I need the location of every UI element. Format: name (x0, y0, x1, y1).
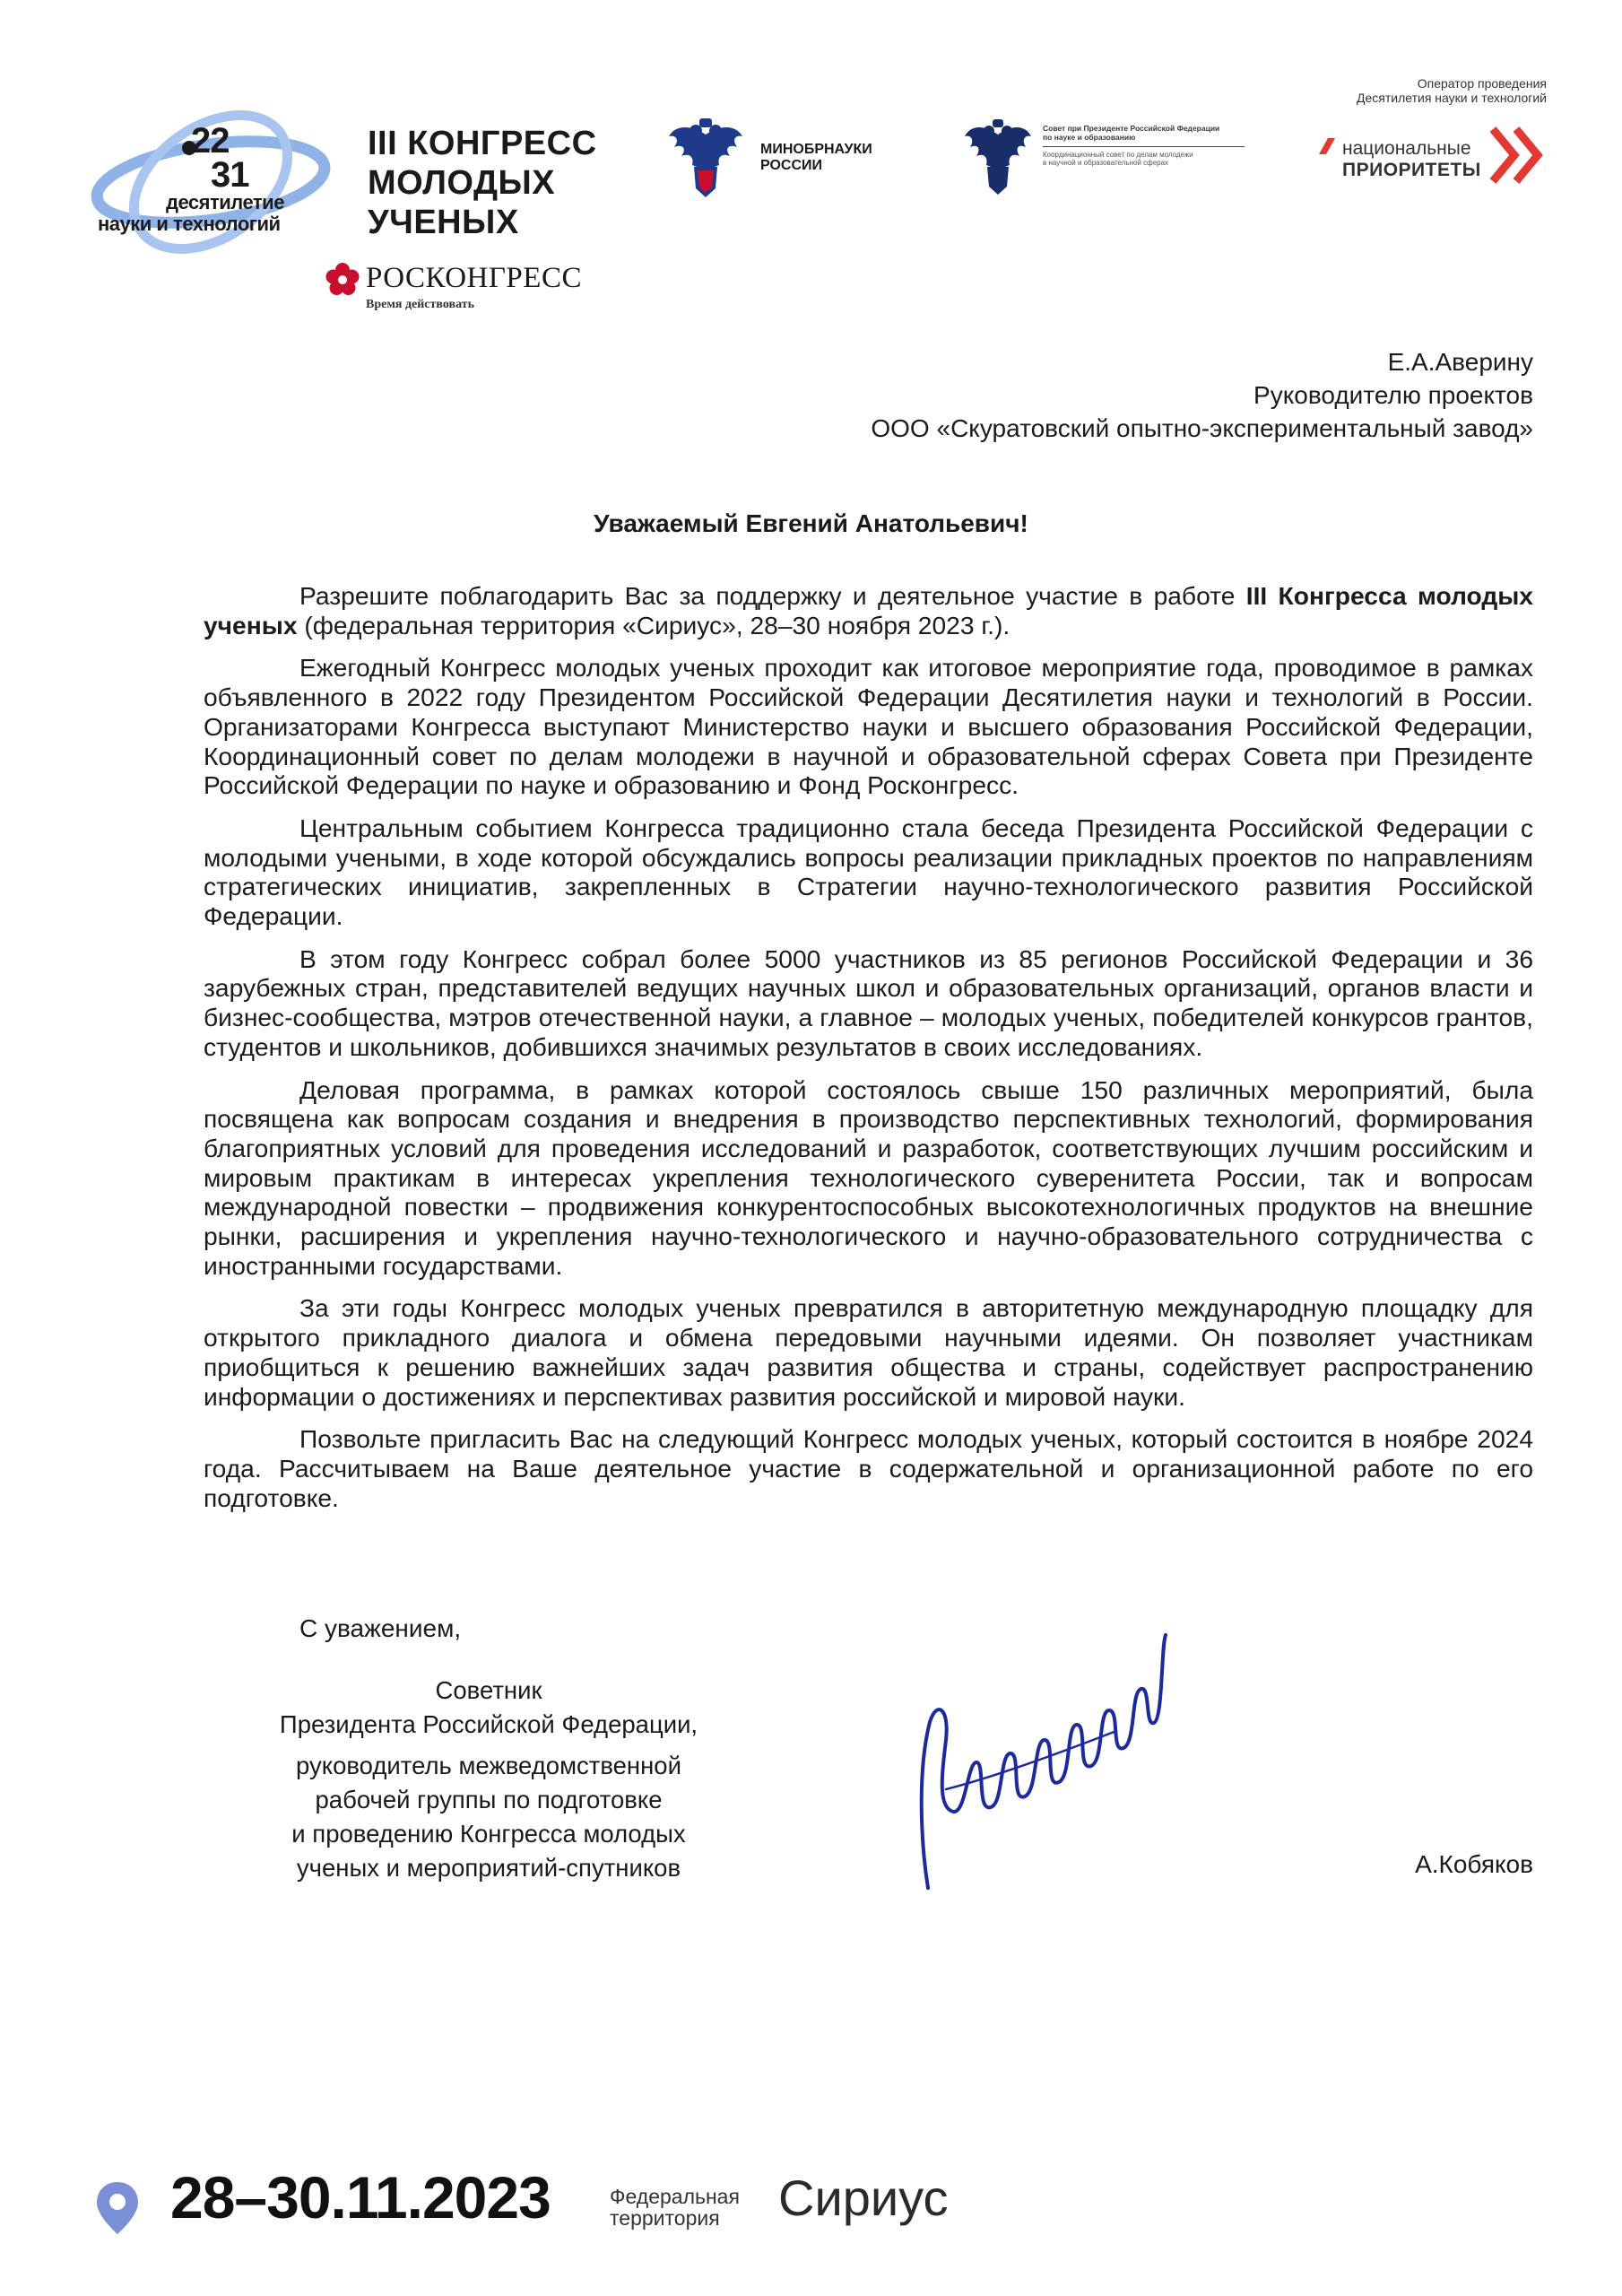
ministry-line1: МИНОБРНАУКИ (760, 142, 872, 157)
decade-year-end: 31 (211, 155, 249, 195)
signer-title-block (251, 1674, 726, 1885)
footer-territory-line2: территория (610, 2206, 720, 2230)
paragraph: Центральным событием Конгресса традиционно стала беседа Президента Российской Федерации с молодыми учеными, в ходе которой обсуждались вопросы реализации прикладных проектов по направлениям стратегических инициатив, закрепленных в Стратегии научно-технологического развития Российской Федерации. (204, 813, 1533, 931)
addressee-name: Е.А.Аверину (1387, 348, 1533, 376)
footer-territory-line1: Федеральная (610, 2185, 740, 2208)
addressee-position: Руководителю проектов (1253, 381, 1533, 409)
decade-logo-text (94, 121, 327, 235)
council-title-line1: Совет при Президенте Российской Федерации (1043, 124, 1220, 133)
letter-body (204, 581, 1533, 1526)
roscongress-name: РОСКОНГРЕСС (366, 262, 582, 294)
location-pin-icon (94, 2180, 141, 2236)
roscongress-slogan: Время действовать (366, 298, 474, 311)
paragraph (204, 581, 1533, 639)
council-subtitle (1043, 151, 1249, 167)
national-priorities-arrows-icon (1484, 124, 1551, 187)
congress-name-bold: III Конгресса молодых ученых (204, 581, 1533, 639)
paragraph: В этом году Конгресс собрал более 5000 участников из 85 регионов Российской Федерации и 36 зарубежных стран, представителей ведущих научных школ и образовательных организаций, органов власти и бизнес-сообщества, мэтров отечественной науки, а главное – молодых ученых, победителей конкурсов грантов, студентов и школьников, добившихся значимых результатов в своих исследованиях. (204, 944, 1533, 1061)
footer-event-date: 28–30.11.2023 (170, 2164, 551, 2231)
addressee-block (871, 345, 1533, 445)
ministry-name (760, 142, 872, 174)
russia-eagle-emblem-icon (962, 118, 1034, 199)
national-priorities-slash-icon (1319, 136, 1339, 156)
decade-line1: десятилетие (166, 191, 284, 213)
paragraph-text: Разрешите поблагодарить Вас за поддержку и деятельное участие в работе (299, 581, 1246, 610)
footer-city: Сириус (778, 2170, 949, 2226)
addressee-company: ООО «Скуратовский опытно-экспериментальный завод» (871, 414, 1533, 442)
congress-logo-title (368, 124, 597, 242)
russia-eagle-emblem-icon (665, 117, 746, 202)
signer-title-line: рабочей группы по подготовке (315, 1786, 663, 1813)
council-subtitle-line2: в научной и образовательной сферах (1043, 159, 1169, 167)
salutation: Уважаемый Евгений Анатольевич! (594, 509, 1028, 537)
handwritten-signature (910, 1628, 1179, 1897)
operator-line2: Десятилетия науки и технологий (1357, 91, 1547, 105)
signer-title-line: руководитель межведомственной (296, 1752, 681, 1779)
operator-caption (1305, 76, 1547, 105)
roscongress-flower-icon (325, 262, 360, 298)
paragraph: Деловая программа, в рамках которой состоялось свыше 150 различных мероприятий, была посвящена как вопросам создания и внедрения в производство перспективных технологий, формирования благоприятных условий для проведения исследований и разработок, соответствующих лучшим российским и мировым практикам в интересах укрепления технологического суверенитета России, так и вопросам международной повестки – продвижения конкурентоспособных высокотехнологичных продуктов на внешние рынки, расширения и укрепления научно-технологического и научно-образовательного сотрудничества с иностранными государствами. (204, 1074, 1533, 1280)
paragraph-text: (федеральная территория «Сириус», 28–30 ноября 2023 г.). (297, 610, 1010, 639)
signer-title-line: Советник (435, 1676, 542, 1704)
national-priorities-line2: ПРИОРИТЕТЫ (1342, 160, 1481, 180)
council-title (1043, 124, 1249, 142)
paragraph: Позвольте пригласить Вас на следующий Конгресс молодых ученых, который состоится в ноябре 2024 года. Рассчитываем на Ваше деятельное участие в содержательной и организационной работе по его подготовке. (204, 1424, 1533, 1512)
national-priorities-line1: национальные (1342, 138, 1471, 159)
footer-territory-label (610, 2186, 740, 2229)
paragraph: За эти годы Конгресс молодых ученых превратился в авторитетную международную площадку для открытого прикладного диалога и обмена передовыми научными идеями. Он позволяет участникам приобщиться к решению важнейших задач развития общества и страны, содействует распространению информации о достижениях и перспективах развития российской и мировой науки. (204, 1293, 1533, 1411)
closing-regards: С уважением, (299, 1614, 462, 1642)
signer-title-line: Президента Российской Федерации, (279, 1710, 698, 1738)
operator-line1: Оператор проведения (1417, 76, 1547, 91)
decade-line2: науки и технологий (98, 213, 281, 235)
congress-title-line1: III КОНГРЕСС (368, 125, 597, 162)
signer-title-line: и проведению Конгресса молодых (291, 1820, 686, 1848)
signer-title-line: ученых и мероприятий-спутников (296, 1854, 681, 1882)
council-title-line2: по науке и образованию (1043, 133, 1136, 142)
decade-year-start: 22 (191, 121, 230, 161)
paragraph: Ежегодный Конгресс молодых ученых проходит как итоговое мероприятие года, проводимое в рамках объявленного в 2022 году Президентом Российской Федерации Десятилетия науки и технологий в России. Организаторами Конгресса выступают Министерство науки и высшего образования Российской Федерации, Координационный совет по делам молодежи в научной и образовательной сферах Совета при Президенте Российской Федерации по науке и образованию и Фонд Росконгресс. (204, 653, 1533, 800)
signer-name: А.Кобяков (1415, 1850, 1533, 1878)
congress-title-line3: УЧЕНЫХ (368, 204, 519, 241)
council-subtitle-line1: Координационный совет по делам молодежи (1043, 151, 1193, 159)
council-logo-text (1043, 124, 1249, 167)
congress-title-line2: МОЛОДЫХ (368, 164, 556, 202)
council-divider (1043, 146, 1245, 147)
ministry-line2: РОССИИ (760, 158, 823, 173)
